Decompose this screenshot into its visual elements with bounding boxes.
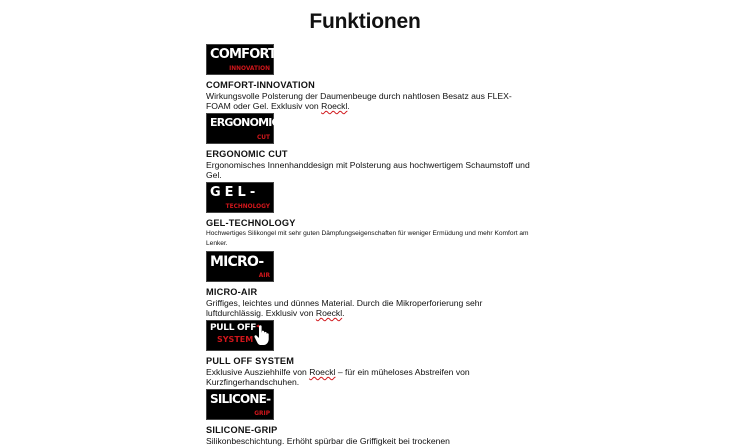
roeckl-link[interactable]: Roeckl [321, 101, 348, 111]
comfort-innovation-logo [206, 44, 279, 75]
badge-sub-text: AIR [258, 271, 270, 279]
pull-off-system-logo [206, 320, 274, 351]
feature-gel-technology [206, 182, 536, 249]
badge-main-text: GEL- [210, 185, 260, 200]
badge-main-text: SILICONE- [210, 392, 271, 406]
badge-sub-text: TECHNOLOGY [225, 202, 270, 210]
feature-description: Exklusive Ausziehhilfe von Roeckl – für ein müheloses Abstreifen von Kurzfingerhandschuhen. [206, 367, 470, 387]
feature-description: Hochwertiges Silikongel mit sehr guten Dämpfungseigenschaften für weniger Ermüdung und mehr Komfort am Lenker. [206, 230, 529, 247]
roeckl-link[interactable]: Roeckl [309, 367, 336, 377]
roeckl-link[interactable]: Roeckl [315, 308, 343, 318]
feature-description: Ergonomisches Innenhanddesign mit Polsterung aus hochwertigem Schaumstoff und Gel. [206, 160, 530, 180]
feature-description: Griffiges, leichtes und dünnes Material. Durch die Mikroperforierung sehr luftdurchlässig. Exklusiv von Roeckl. [206, 298, 483, 318]
feature-description: Silikonbeschichtung. Erhöht spürbar die Griffigkeit bei trockenen [206, 436, 450, 446]
feature-pull-off-system [206, 320, 536, 387]
feature-name: COMFORT-INNOVATION [206, 80, 315, 90]
badge-sub-text: GRIP [254, 409, 270, 417]
hand-pointer-icon [253, 324, 269, 346]
feature-name: PULL OFF SYSTEM [206, 356, 295, 366]
feature-name: ERGONOMIC CUT [206, 149, 288, 159]
feature-ergonomic-cut [206, 113, 536, 180]
feature-name: SILICONE-GRIP [206, 425, 278, 435]
feature-name: MICRO-AIR [206, 287, 258, 297]
badge-sub-text: INNOVATION [229, 64, 270, 72]
badge-main-text: ERGONOMIC [210, 116, 279, 129]
feature-list [206, 44, 536, 446]
badge-sub-text: CUT [256, 133, 270, 141]
badge-main-text: PULL OFF [210, 323, 257, 333]
feature-micro-air [206, 251, 536, 318]
page-title: Funktionen [309, 10, 421, 33]
badge-main-text: MICRO- [210, 254, 264, 270]
badge-main-text: COMFORT- [210, 47, 279, 62]
silicone-grip-logo [206, 389, 274, 420]
feature-description: Wirkungsvolle Polsterung der Daumenbeuge durch nahtlosen Besatz aus FLEX-FOAM oder Gel. Exklusiv von Roeckl. [206, 91, 512, 111]
micro-air-logo [206, 251, 274, 282]
gel-technology-logo [206, 182, 274, 213]
ergonomic-cut-logo [206, 113, 279, 144]
badge-sub-text: SYSTEM [217, 335, 254, 344]
feature-name: GEL-TECHNOLOGY [206, 218, 296, 228]
feature-silicone-grip [206, 389, 536, 446]
feature-comfort-innovation [206, 44, 536, 111]
